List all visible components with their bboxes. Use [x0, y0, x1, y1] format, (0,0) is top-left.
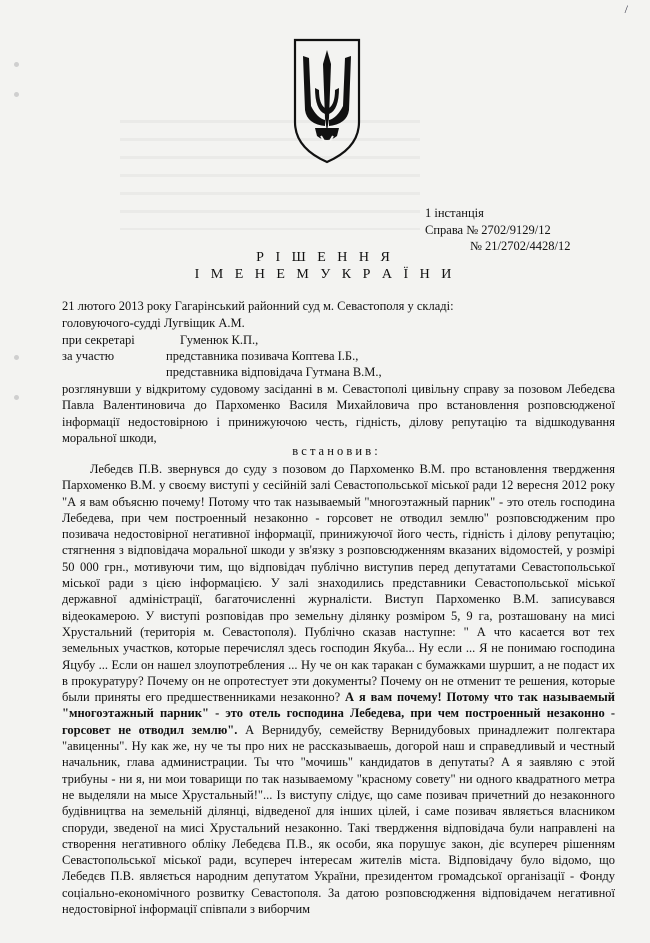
- secretary-label: при секретарі: [62, 333, 135, 347]
- instance-label: 1 інстанція: [425, 206, 484, 220]
- defendant-representative: представника відповідача Гутмана В.М.,: [166, 365, 382, 379]
- presiding-judge-line: головуючого-судді Лугвіщик А.М.: [62, 316, 245, 330]
- pen-mark: /: [624, 2, 628, 16]
- body-text-bold-quote: А я вам почему! Потому что так называемый "многоэтажный парник" - это отель господина Лебедева, при чем построенный незаконно - горсовет не отводил землю".: [62, 690, 615, 737]
- body-text-part2: А Вернидубу, семейству Вернидубовых принадлежит полгектара "авиценны". Ну как же, ну че ты про них не рассказываешь, догорой наш и справедливый и честный начальник, глава администрации. Ты что "мочишь" кандидатов в депутаты? А я заявляю с этой трибуны - ни я, ни мои товарищи по так называемому "красному совету" ни одного квадратного метра не выделяли на мысе Хрустальный!"... Із виступу слідує, що саме позивач причетний до незаконного будівництва на земельній ділянці, відведеної для інших цілей, і саме позивач являється власником споруди, зведеної на мисі Хрустальний незаконно. Такі твердження відповідача були направлені на створення негативного обліку Лебедєва П.В., як особи, яка порушує закон, діє всупереч рішенням Севастопольської міської ради, всупереч інтересам жителів міста. Відповідачу було відомо, що Лебедєв П.В. являється народним депутатом України, президентом громадської організації - Фонду соціально-економічного розвитку Севастополя. За датою розповсюдження відповідачем негативної недостовірної інформації співпали з виборчим: [62, 722, 615, 917]
- bleed-through-shading: [120, 120, 420, 230]
- court-composition-line: 21 лютого 2013 року Гагарінський районний суд м. Севастополя у складі:: [62, 299, 454, 313]
- secretary-name: Гуменюк К.П.,: [180, 333, 259, 347]
- body-paragraph: [62, 461, 615, 917]
- proceeding-number: № 21/2702/4428/12: [470, 239, 571, 253]
- decision-heading: Р І Ш Е Н Н Я: [256, 250, 394, 265]
- in-the-name-of-ukraine-heading: І М Е Н Е М У К Р А Ї Н И: [194, 267, 456, 282]
- plaintiff-representative: представника позивача Коптева І.Б.,: [166, 349, 359, 363]
- intro-paragraph: розглянувши у відкритому судовому засіданні в м. Севастополі цивільну справу за позовом Лебедєва Павла Валентиновича до Пархоменко Василя Михайловича про встановлення розповсюдженої інформації недостовірною і принижуючою честь, гідність, ділову репутацію та відшкодування моральної шкоди,: [62, 382, 615, 445]
- participation-label: за участю: [62, 349, 115, 363]
- body-text-part1: Лебедєв П.В. звернувся до суду з позовом до Пархоменко В.М. про встановлення твердження Пархоменко В.М. у своєму виступі у сесійній залі Севастопольської міської ради 12 вересня 2012 року "А я вам объясню почему! Потому что так называемый "многоэтажный парник" - это отель господина Лебедева, при чем построенный незаконно - горсовет не отводил землю" розповсюдженим про позивача недостовірної негативної інформації, принижуючої його честь, гідність і ділову репутацію; стягнення з відповідача моральної шкоди у зв'язку з розповсюдженням вказаних відомостей, у розмірі 50 000 грн., мотивуючи тим, що відповідач публічно виступив перед депутатами Севастопольської міської ради з цією інформацією. У залі знаходились представники Севастопольської міської державної адміністрації, багаточисленні журналісти. Виступ Пархоменко В.М. записувався відеокамерою. У виступі розповідав про земельну ділянку розміром 5, 9 га, розташовану на мисі Хрустальний (територія м. Севастополя). Публічно сказав наступне: " А что касается вот тех земельных участков, которые перечислял здесь господин Якуба... Ну если ... Я не понимаю господина Яцубу ... Если он нашел злоупотребления ... Ну че он как таракан с бумажками шуршит, а не подаст их в прокуратуру? Почему он не опротестует эти документы? Почему он не отменит те решения, которые были приняты его предшественниками незаконно?: [62, 462, 615, 705]
- established-heading: в с т а н о в и в :: [292, 444, 378, 458]
- trident-coat-of-arms-icon: [291, 36, 363, 166]
- case-number: Справа № 2702/9129/12: [425, 223, 551, 237]
